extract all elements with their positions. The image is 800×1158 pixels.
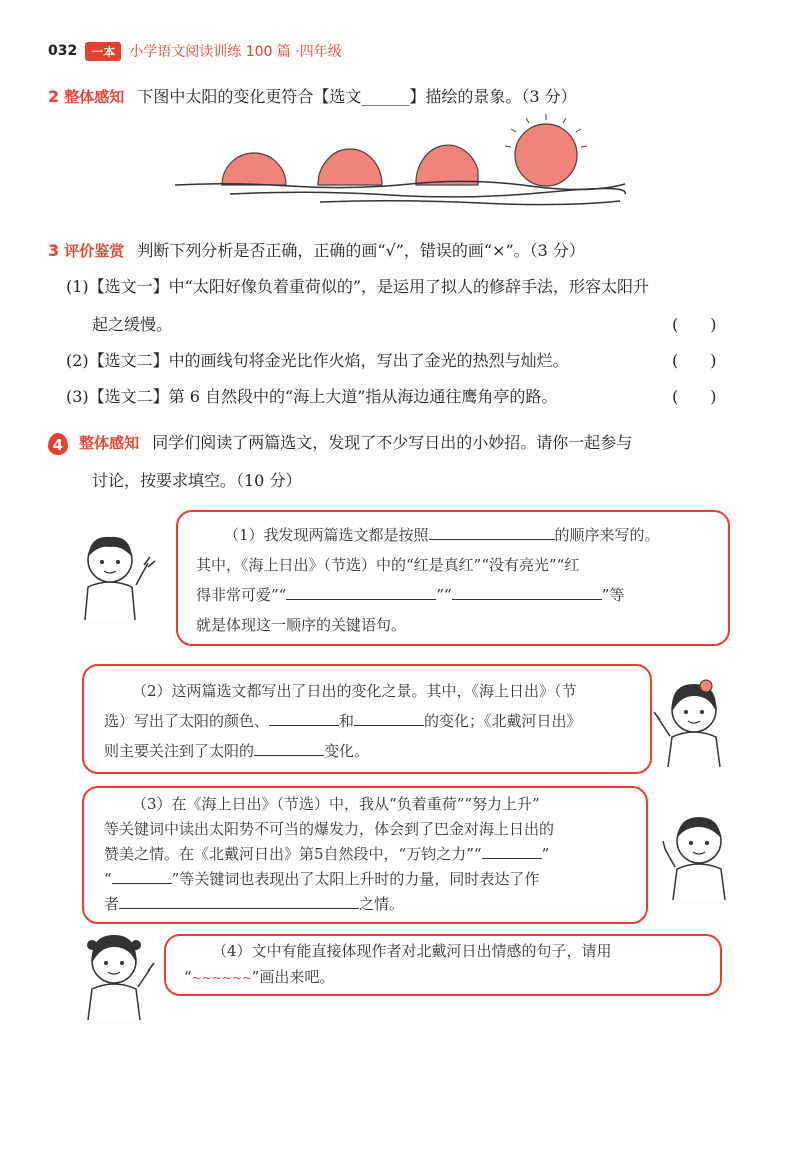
b1-line2: 其中，《海上日出》（节选）中的“红是真红”“没有亮光”“红 — [196, 556, 580, 574]
q3-item-1-line1: (1)【选文一】中“太阳好像负着重荷似的”，是运用了拟人的修辞手法，形容太阳升 — [66, 277, 650, 296]
b3-text: 之情。 — [359, 895, 405, 913]
b3-text: ”等关键词也表现出了太阳上升时的力量，同时表达了作 — [171, 870, 540, 888]
answer-paren-3[interactable]: ( ) — [672, 387, 717, 406]
question-4-line2: 讨论，按要求填空。（10 分） — [92, 471, 302, 490]
answer-paren-2[interactable]: ( ) — [672, 351, 717, 370]
b2-text: 和 — [339, 712, 355, 730]
girl-avatar-1 — [650, 672, 740, 767]
b1-line4: 就是体现这一顺序的关键语句。 — [196, 616, 407, 634]
answer-blank[interactable] — [452, 583, 602, 600]
question-4 — [48, 432, 632, 455]
b4-line1: （4）文中有能直接体现作者对北戴河日出情感的句子，请用 — [212, 942, 612, 960]
boy-avatar-2 — [655, 805, 745, 900]
speech-bubble-3 — [82, 786, 648, 924]
b2-text: 则主要关注到了太阳的 — [104, 742, 255, 760]
q3-item-3: (3)【选文二】第 6 自然段中的“海上大道”指从海边通往鹰角亭的路。 — [66, 387, 558, 406]
question-text: 下图中太阳的变化更符合【选文______】描绘的景象。（3 分） — [137, 87, 577, 106]
sun-3 — [416, 145, 478, 185]
sun-1 — [222, 153, 286, 185]
sunrise-illustration — [170, 112, 630, 207]
wavy-line-icon: ~~~~~~ — [191, 971, 252, 985]
page-header — [48, 40, 342, 62]
answer-blank[interactable] — [286, 583, 436, 600]
b2-text: 的变化；《北戴河日出》 — [424, 712, 582, 730]
question-number: 2 — [48, 87, 60, 106]
question-text: 判断下列分析是否正确，正确的画“√”，错误的画“×”。（3 分） — [137, 241, 585, 260]
b4-text: ”画出来吧。 — [251, 968, 335, 986]
b3-text: 者 — [104, 895, 120, 913]
answer-blank[interactable] — [429, 523, 555, 540]
grade-label: 四年级 — [299, 44, 342, 60]
b1-text: （1）我发现两篇选文都是按照 — [224, 526, 429, 544]
question-number: 3 — [48, 241, 60, 260]
sun-2 — [318, 149, 382, 185]
b2-text: 变化。 — [324, 742, 370, 760]
question-tag: 整体感知 — [64, 88, 125, 106]
b1-text: ”“ — [436, 586, 452, 604]
answer-blank[interactable] — [254, 739, 324, 756]
boy-avatar-1 — [70, 525, 160, 620]
b1-text: 得非常可爱”“ — [196, 586, 287, 604]
answer-paren-1[interactable]: ( ) — [672, 315, 717, 334]
b3-text: “ — [104, 870, 112, 888]
question-2 — [48, 86, 577, 108]
question-tag: 评价鉴赏 — [64, 242, 125, 260]
q3-item-1-line2: 起之缓慢。 — [92, 315, 173, 334]
speech-bubble-1 — [176, 510, 730, 646]
fire-icon: 4 — [48, 433, 68, 455]
b3-text: ” — [541, 845, 550, 863]
series-title: 小学语文阅读训练 100 篇 · — [129, 44, 300, 60]
question-3 — [48, 240, 585, 262]
b3-line1: （3）在《海上日出》（节选）中，我从“负着重荷”“努力上升” — [132, 795, 540, 813]
page-number: 032 — [48, 43, 78, 59]
answer-blank[interactable] — [482, 842, 542, 859]
q3-item-2: (2)【选文二】中的画线句将金光比作火焰，写出了金光的热烈与灿烂。 — [66, 351, 569, 370]
question-text: 同学们阅读了两篇选文，发现了不少写日出的小妙招。请你一起参与 — [152, 433, 633, 452]
b3-text: 赞美之情。在《北戴河日出》第5自然段中，“万钧之力”“ — [104, 845, 482, 863]
answer-blank[interactable] — [112, 867, 172, 884]
b1-text: ”等 — [601, 586, 625, 604]
answer-blank[interactable] — [354, 709, 424, 726]
b4-text: “ — [184, 968, 192, 986]
b3-line2: 等关键词中读出太阳势不可当的爆发力，体会到了巴金对海上日出的 — [104, 820, 555, 838]
question-tag: 整体感知 — [79, 434, 140, 452]
brand-badge: 一本 — [85, 42, 121, 61]
answer-blank[interactable] — [119, 892, 359, 909]
b2-text: 选）写出了太阳的颜色、 — [104, 712, 270, 730]
girl-avatar-2 — [72, 925, 162, 1020]
speech-bubble-2 — [82, 664, 652, 774]
answer-blank[interactable] — [269, 709, 339, 726]
speech-bubble-4 — [164, 934, 722, 996]
b2-line1: （2）这两篇选文都写出了日出的变化之景。其中，《海上日出》（节 — [132, 682, 577, 700]
b1-text: 的顺序来写的。 — [554, 526, 660, 544]
sun-4 — [515, 124, 577, 186]
